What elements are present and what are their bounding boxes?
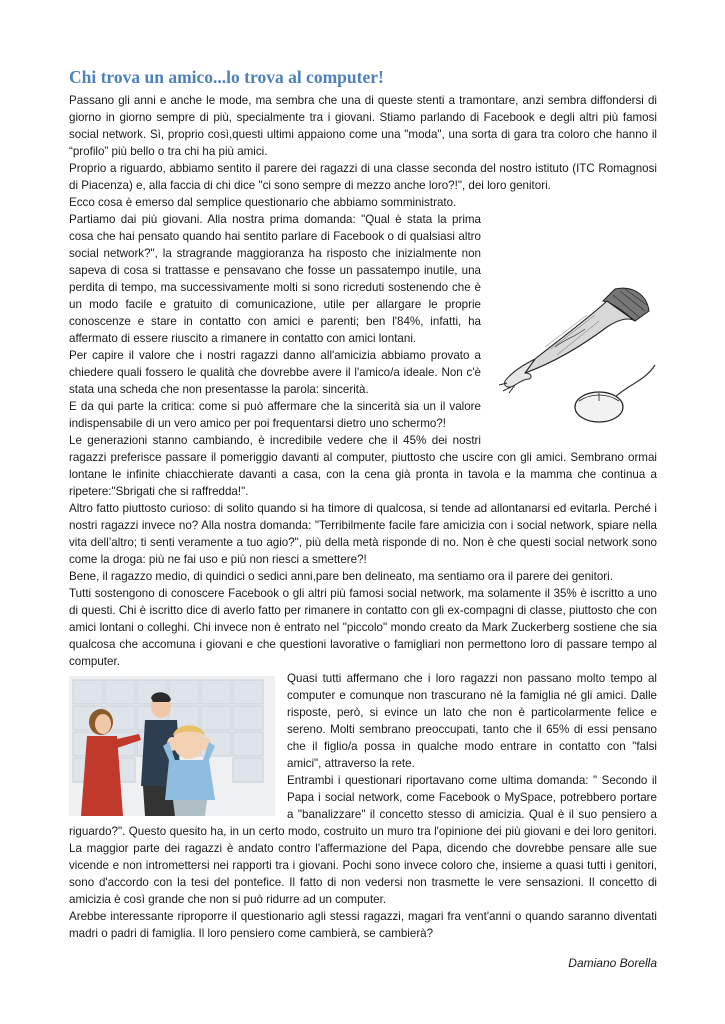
- paragraph-8: Altro fatto piuttosto curioso: di solito quando si ha timore di qualcosa, si tende ad allontanarsi ed evitarla. Perché i nostri ragazzi invece no? Alla nostra domanda: "Terribilmente facile fare amicizia con i social network, spiare nella vita dell’altro; ti senti veramente a tuo agio?", più della metà risponde di no. Non è che questi social network sono come la droga: più ne fai uso e più non riesci a smettere?!: [69, 502, 657, 566]
- paragraph-3: Ecco cosa è emerso dal semplice questionario che abbiamo somministrato.: [69, 196, 457, 209]
- family-argument-photo: [69, 676, 275, 816]
- paragraph-12: Entrambi i questionari riportavano come ultima domanda: " Secondo il Papa i social network, come Facebook o MySpace, potrebbero portare a "banalizzare" il concetto stesso di amicizia. Qual è il suo pensiero a riguardo?". Questo quesito ha, in un certo modo, costruito un muro tra l'opinione dei più giovani e dei loro genitori. La maggior parte dei ragazzi è andato contro l'affermazione del Papa, dicendo che dovrebbe pensare alle sue vicende e non intromettersi nei rapporti tra i giovani. Pochi sono invece coloro che, insieme a quasi tutti i genitori, sono d'accordo con la tesi del pontefice. Il fatto di non vedersi non trasmette le vere sensazioni. Il concetto di amicizia è così grande che non si può ridurre ad un computer.: [69, 774, 657, 906]
- paragraph-2: Proprio a riguardo, abbiamo sentito il parere dei ragazzi di una classe seconda del nostro istituto (ITC Romagnosi di Piacenza) e, alla faccia di chi dice "ci sono sempre di mezzo anche loro?!", dei loro genitori.: [69, 162, 657, 192]
- paragraph-1: Passano gli anni e anche le mode, ma sembra che una di queste stenti a tramontare, anzi sembra diffondersi di giorno in giorno sempre di più, specialmente tra i giovani. Stiamo parlando di Facebook e degli altri più famosi social network. Sì, proprio così,questi ultimi appaiono come una "moda", una sorta di gara tra coloro che hanno il “profilo” più bello o tra chi ha più amici.: [69, 94, 657, 158]
- hand-mouse-illustration: [495, 281, 657, 431]
- paragraph-4: Partiamo dai più giovani. Alla nostra prima domanda: "Qual è stata la prima cosa che hai pensato quando hai sentito parlare di Facebook o di qualsiasi altro social network?", la stragrande maggioranza ha risposto che inizialmente non sapeva di cosa si trattasse e pensavano che fosse un passatempo inutile, una perdita di tempo, ma successivamente molti si sono ricreduti sostenendo che è un modo facile e gratuito di comunicazione, utile per allargare le proprie conoscenze e stare in contatto con amici e parenti; ben l'84%, infatti, ha affermato di essere riuscito a rimanere in contatto con amici lontani.: [69, 213, 481, 345]
- article: [69, 66, 657, 970]
- author-signature: Damiano Borella: [568, 956, 657, 970]
- paragraph-6: E da qui parte la critica: come si può affermare che la sincerità sia un il valore indispensabile di un vero amico per poi frequentarsi dietro uno schermo?!: [69, 400, 481, 430]
- paragraph-5: Per capire il valore che i nostri ragazzi danno all'amicizia abbiamo provato a chiedere quali fossero le qualità che dovrebbe avere il l'amico/a ideale. Non c'è stata una scheda che non presentasse la parola: sincerità.: [69, 349, 481, 396]
- paragraph-13: Arebbe interessante riproporre il questionario agli stessi ragazzi, magari fra vent'anni o quando saranno diventati madri o padri di famiglia. Il loro pensiero come cambierà, se cambierà?: [69, 910, 657, 940]
- paragraph-9: Bene, il ragazzo medio, di quindici o sedici anni,pare ben delineato, ma sentiamo ora il parere dei genitori.: [69, 570, 613, 583]
- article-title: Chi trova un amico...lo trova al computer!: [69, 67, 384, 87]
- paragraph-7: Le generazioni stanno cambiando, è incredibile vedere che il 45% dei nostri ragazzi preferisce passare il pomeriggio davanti al computer, piuttosto che uscire con gli amici. Sembrano ormai lontane le infinite chiacchierate davanti a casa, con la cena già pronta in tavola e la mamma che continua a ripetere:"Sbrigati che si raffredda!".: [69, 434, 657, 498]
- paragraph-11: Quasi tutti affermano che i loro ragazzi non passano molto tempo al computer e comunque non trascurano né la famiglia né gli amici. Dalle risposte, però, si evince un lato che non è particolarmente felice e sereno. Molti sembrano preoccupati, tanto che il 65% di essi pensano che il figlio/a possa in qualche modo entrare in contatto con "falsi amici", attraverso la rete.: [287, 672, 657, 770]
- paragraph-10: Tutti sostengono di conoscere Facebook o gli altri più famosi social network, ma solamente il 35% è iscritto a uno di questi. Chi è iscritto dice di averlo fatto per rimanere in contatto con gli ex-compagni di classe, piuttosto che con amici lontani o colleghi. Chi invece non è entrato nel "piccolo" mondo creato da Mark Zuckerberg sostiene che sia qualcosa che accomuna i giovani e che questioni lavorative o famigliari non permettono loro di passare tempo al computer.: [69, 587, 657, 668]
